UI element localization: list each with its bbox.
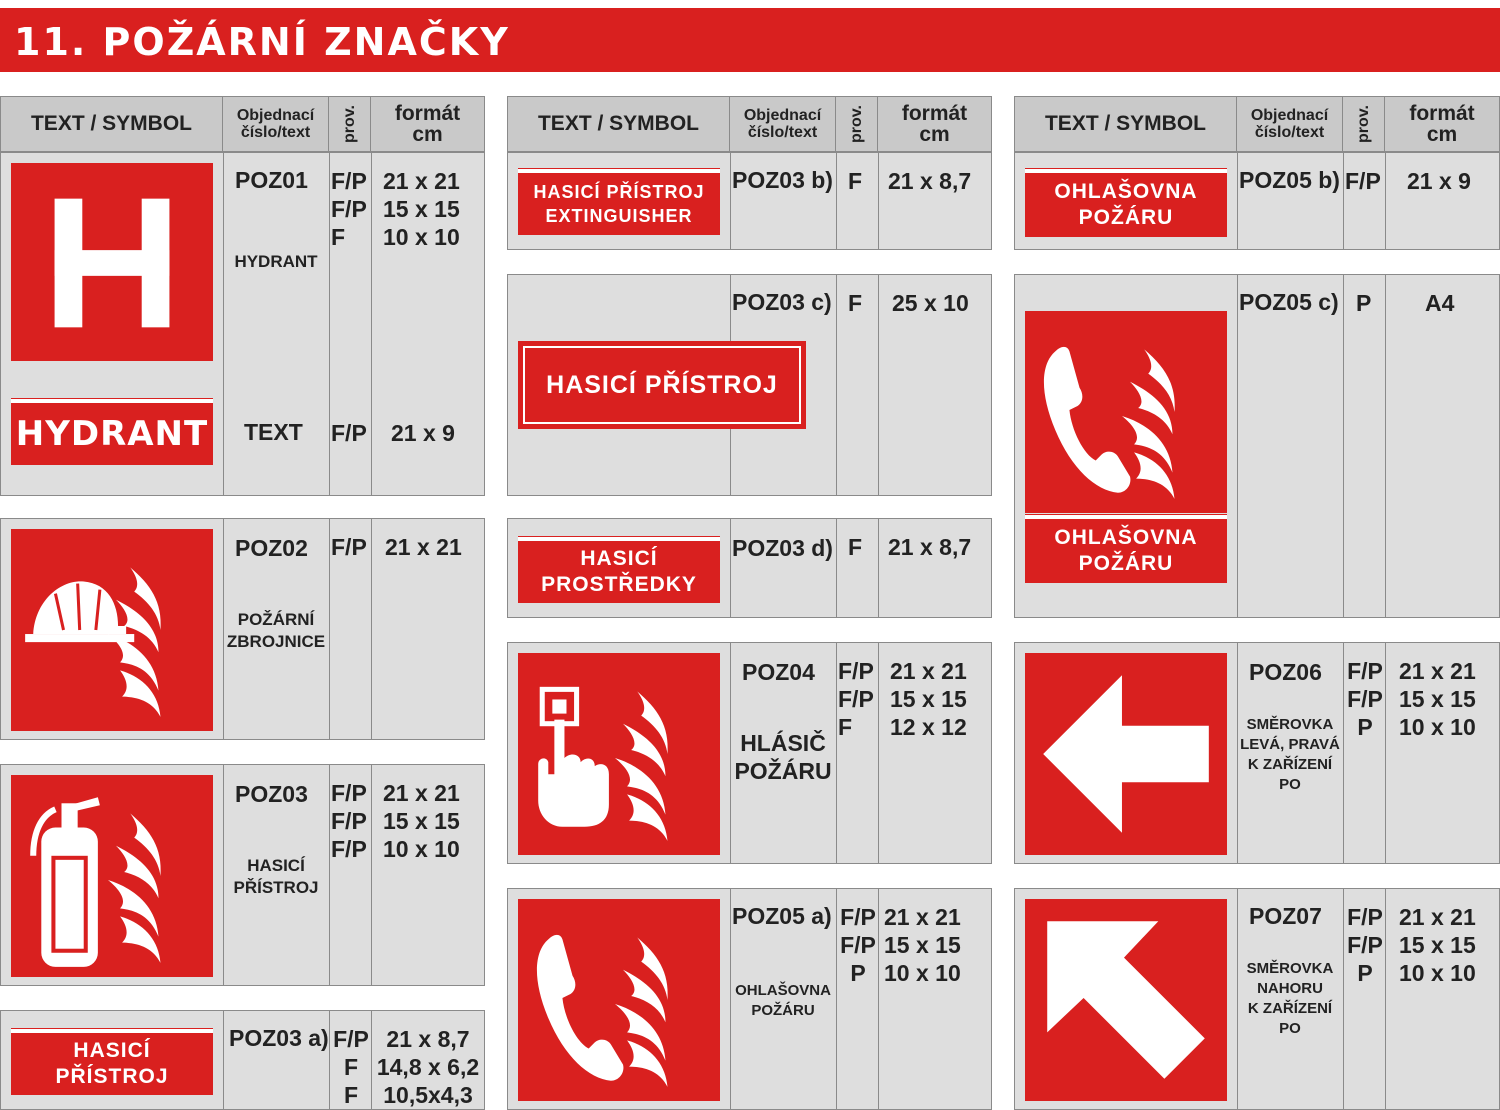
format-poz02: 21 x 21 — [385, 534, 462, 560]
header-order-number: Objednací číslo/text — [1237, 97, 1343, 151]
item-poz01 — [0, 152, 485, 496]
item-poz03a — [0, 1010, 485, 1110]
code-poz04: POZ04 — [742, 659, 815, 685]
column3-header — [1014, 96, 1500, 152]
prov-poz06: F/P F/P P — [1347, 658, 1383, 740]
page-title-bar — [0, 8, 1500, 72]
column1-header — [0, 96, 485, 152]
fire-helmet-flame-icon — [11, 529, 213, 731]
format-poz05c: A4 — [1425, 290, 1455, 316]
code-poz05c: POZ05 c) — [1239, 289, 1339, 315]
prov-poz01-text: F/P — [331, 420, 367, 446]
code-poz03b: POZ03 b) — [732, 167, 833, 193]
prov-poz03c: F — [848, 290, 863, 316]
hasici-pristroj-banner: HASICÍ PŘÍSTROJ — [11, 1029, 213, 1095]
header-format: formát cm — [394, 102, 461, 146]
fire-alarm-button-flame-icon — [518, 653, 720, 855]
item-poz03d — [507, 518, 992, 618]
prov-poz04: F/P F/P F — [838, 658, 874, 740]
hydrant-banner: HYDRANT — [11, 399, 213, 465]
format-poz01-text: 21 x 9 — [391, 420, 455, 446]
code-poz07: POZ07 — [1249, 903, 1322, 929]
prov-poz03d: F — [848, 534, 863, 560]
code-poz02: POZ02 — [235, 535, 308, 561]
desc-poz02: POŽÁRNÍ ZBROJNICE — [226, 610, 326, 651]
hasici-prostredky-banner: HASICÍ PROSTŘEDKY — [518, 537, 720, 603]
prov-poz05a: F/P F/P P — [840, 904, 876, 986]
prov-poz05b: F/P — [1345, 168, 1381, 194]
format-poz03d: 21 x 8,7 — [888, 534, 972, 560]
code-poz03: POZ03 — [235, 781, 308, 807]
item-poz03b — [507, 152, 992, 250]
header-prov: prov. — [836, 97, 878, 151]
header-prov: prov. — [1343, 97, 1385, 151]
format-poz01: 21 x 21 15 x 15 10 x 10 — [383, 168, 460, 250]
fire-extinguisher-flame-icon — [11, 775, 213, 977]
fire-phone-flame-icon — [518, 899, 720, 1101]
format-poz03c: 25 x 10 — [892, 290, 969, 316]
format-poz03b: 21 x 8,7 — [888, 168, 972, 194]
code-poz03d: POZ03 d) — [732, 535, 833, 561]
column2-header — [507, 96, 992, 152]
format-poz07: 21 x 21 15 x 15 10 x 10 — [1399, 904, 1476, 986]
prov-poz05c: P — [1356, 290, 1372, 316]
desc-poz05a: OHLAŠOVNA POŽÁRU — [735, 982, 831, 1019]
format-poz06: 21 x 21 15 x 15 10 x 10 — [1399, 658, 1476, 740]
code-poz01-text: TEXT — [244, 419, 303, 445]
item-poz05a — [507, 888, 992, 1110]
header-prov: prov. — [329, 97, 371, 151]
format-poz05a: 21 x 21 15 x 15 10 x 10 — [884, 904, 961, 986]
desc-poz06: SMĚROVKA LEVÁ, PRAVÁ K ZAŘÍZENÍ PO — [1240, 716, 1340, 793]
hasici-pristroj-wide-banner — [518, 341, 806, 429]
item-poz07 — [1014, 888, 1500, 1110]
hasici-pristroj-wide-label: HASICÍ PŘÍSTROJ — [523, 346, 801, 424]
item-poz02 — [0, 518, 485, 740]
extinguisher-banner: HASICÍ PŘÍSTROJ EXTINGUISHER — [518, 169, 720, 235]
desc-poz04: HLÁSIČ POŽÁRU — [734, 730, 832, 784]
header-order-number: Objednací číslo/text — [223, 97, 329, 151]
header-text-symbol: TEXT / SYMBOL — [1, 97, 223, 151]
header-format: formát cm — [901, 102, 968, 146]
prov-poz02: F/P — [331, 534, 367, 560]
header-text-symbol: TEXT / SYMBOL — [508, 97, 730, 151]
fire-phone-flame-icon — [1025, 311, 1227, 513]
format-poz03: 21 x 21 15 x 15 10 x 10 — [383, 780, 460, 862]
code-poz01: POZ01 — [235, 167, 308, 193]
hydrant-h-icon — [11, 163, 213, 361]
item-poz03c — [507, 274, 992, 496]
header-text-symbol: TEXT / SYMBOL — [1015, 97, 1237, 151]
header-format: formát cm — [1409, 102, 1475, 146]
desc-poz07: SMĚROVKA NAHORU K ZAŘÍZENÍ PO — [1246, 960, 1334, 1037]
prov-poz03: F/P F/P F/P — [331, 780, 367, 862]
code-poz05a: POZ05 a) — [732, 903, 832, 929]
item-poz03 — [0, 764, 485, 986]
format-poz05b: 21 x 9 — [1407, 168, 1471, 194]
format-poz03a: 21 x 8,7 14,8 x 6,2 10,5x4,3 — [376, 1026, 480, 1108]
arrow-left-icon — [1025, 653, 1227, 855]
item-poz05c — [1014, 274, 1500, 618]
code-poz03c: POZ03 c) — [732, 289, 832, 315]
item-poz04 — [507, 642, 992, 864]
prov-poz01: F/P F/P F — [331, 168, 367, 250]
code-poz03a: POZ03 a) — [229, 1025, 329, 1051]
page-title: 11. POŽÁRNÍ ZNAČKY — [14, 20, 510, 64]
header-order-number: Objednací číslo/text — [730, 97, 836, 151]
item-poz05b — [1014, 152, 1500, 250]
item-poz06 — [1014, 642, 1500, 864]
prov-poz03b: F — [848, 168, 863, 194]
code-poz06: POZ06 — [1249, 659, 1322, 685]
prov-poz03a: F/P F F — [333, 1026, 369, 1108]
desc-poz03: HASICÍ PŘÍSTROJ — [233, 856, 319, 897]
ohlasovna-banner: OHLAŠOVNA POŽÁRU — [1025, 169, 1227, 237]
ohlasovna-a4-banner: OHLAŠOVNA POŽÁRU — [1025, 515, 1227, 583]
arrow-up-left-icon — [1025, 899, 1227, 1101]
prov-poz07: F/P F/P P — [1347, 904, 1383, 986]
code-poz05b: POZ05 b) — [1239, 167, 1340, 193]
format-poz04: 21 x 21 15 x 15 12 x 12 — [890, 658, 967, 740]
desc-poz01: HYDRANT — [234, 252, 318, 271]
